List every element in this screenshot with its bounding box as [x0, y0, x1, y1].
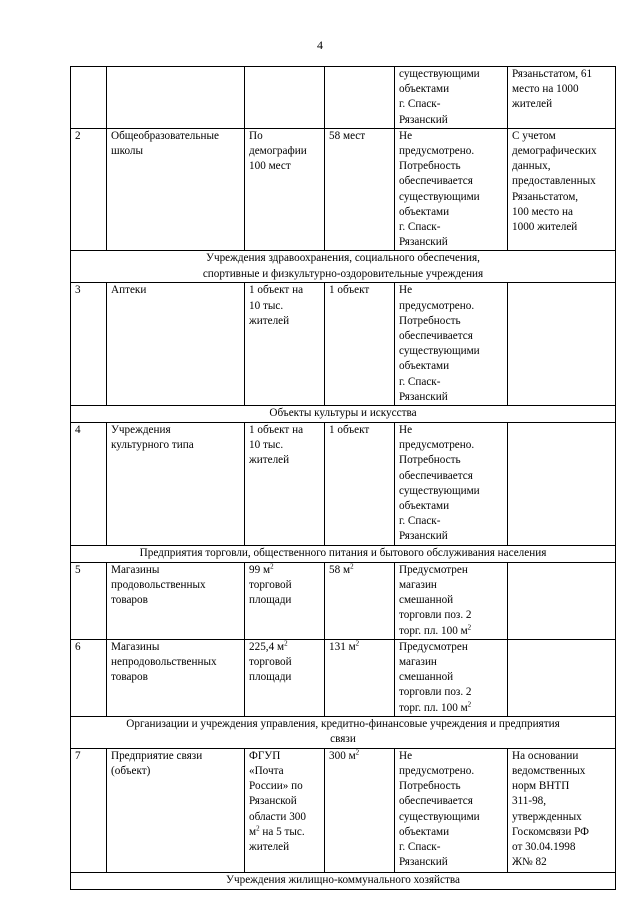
row-number: [71, 67, 107, 129]
project-cell: 1 объект: [325, 283, 395, 406]
facility-name: Аптеки: [107, 283, 245, 406]
norm-value: 225,4 м: [249, 640, 285, 653]
norm-cell: [245, 639, 325, 716]
table-row: [71, 128, 616, 251]
superscript: 2: [355, 638, 360, 647]
facility-name: [107, 67, 245, 129]
row-number: 6: [71, 639, 107, 716]
row-number: 4: [71, 423, 107, 546]
page-number: 4: [317, 38, 323, 52]
facility-name: Магазины непродовольственных товаров: [107, 639, 245, 716]
superscript: 2: [355, 747, 360, 756]
note-cell: существующими объектами г. Спаск- Рязанский: [395, 67, 508, 129]
norm-text-tail: на 5 тыс. жителей: [249, 825, 305, 853]
norm-cell: [245, 562, 325, 639]
note-cell: Не предусмотрено. Потребность обеспечивается существующими объектами г. Спаск- Рязанский: [395, 128, 508, 251]
note-text: Предусмотрен магазин смешанной торговли поз. 2 торг. пл. 100 м: [399, 563, 472, 637]
norm-text: ФГУП «Почта России» по Рязанской области 300 м: [249, 749, 306, 838]
project-value: 131 м: [329, 640, 356, 653]
table-row: [71, 283, 616, 406]
basis-cell: С учетом демографических данных, предоставленных Рязаньстатом, 100 место на 1000 жителей: [508, 128, 616, 251]
project-cell: [325, 748, 395, 872]
note-cell: Не предусмотрено. Потребность обеспечивается существующими объектами г. Спаск- Рязанский: [395, 748, 508, 872]
norm-cell: По демографии 100 мест: [245, 128, 325, 251]
table-row: [71, 562, 616, 639]
basis-cell: [508, 423, 616, 546]
facility-name: Общеобразовательные школы: [107, 128, 245, 251]
project-cell: [325, 562, 395, 639]
section-header: [71, 716, 616, 748]
section-header: [71, 406, 616, 423]
facility-name: Магазины продовольственных товаров: [107, 562, 245, 639]
table-row: [71, 748, 616, 872]
norm-unit: торговой площади: [249, 578, 292, 607]
project-cell: [325, 639, 395, 716]
norm-value: 99 м: [249, 563, 271, 576]
norm-cell: [245, 67, 325, 129]
row-number: 5: [71, 562, 107, 639]
section-title-culture: Объекты культуры и искусства: [71, 406, 616, 423]
section-header: [71, 251, 616, 283]
project-cell: 1 объект: [325, 423, 395, 546]
table-row: [71, 67, 616, 129]
section-title-trade: Предприятия торговли, общественного питания и бытового обслуживания населения: [71, 545, 616, 562]
superscript: 2: [284, 638, 288, 647]
superscript: 2: [270, 561, 274, 570]
section-title-health: Учреждения здравоохранения, социального обеспечения, спортивные и физкультурно-оздоровительные учреждения: [71, 251, 616, 283]
basis-cell: [508, 562, 616, 639]
superscript: 2: [467, 622, 472, 631]
section-header: [71, 872, 616, 889]
norm-cell: [245, 748, 325, 872]
project-cell: [325, 67, 395, 129]
basis-cell: [508, 639, 616, 716]
facility-name: Учреждения культурного типа: [107, 423, 245, 546]
note-cell: Не предусмотрено. Потребность обеспечивается существующими объектами г. Спаск- Рязанский: [395, 423, 508, 546]
norm-cell: 1 объект на 10 тыс. жителей: [245, 423, 325, 546]
norm-unit: торговой площади: [249, 655, 292, 684]
section-title-housing: Учреждения жилищно-коммунального хозяйства: [71, 872, 616, 889]
table-row: [71, 639, 616, 716]
note-cell: [395, 562, 508, 639]
row-number: 3: [71, 283, 107, 406]
superscript: 2: [350, 561, 354, 570]
note-text: Предусмотрен магазин смешанной торговли поз. 2 торг. пл. 100 м: [399, 640, 472, 714]
superscript: 2: [256, 824, 260, 832]
facility-name: Предприятие связи (объект): [107, 748, 245, 872]
note-cell: Не предусмотрено. Потребность обеспечивается существующими объектами г. Спаск- Рязанский: [395, 283, 508, 406]
facilities-table: [70, 66, 616, 890]
superscript: 2: [467, 699, 472, 708]
section-header: [71, 545, 616, 562]
project-value: 58 м: [329, 563, 351, 576]
basis-cell: На основании ведомственных норм ВНТП 311-98, утвержденных Госкомсвязи РФ от 30.04.1998 Ж№ 82: [508, 748, 616, 872]
project-value: 300 м: [329, 749, 356, 762]
norm-cell: 1 объект на 10 тыс. жителей: [245, 283, 325, 406]
table-row: [71, 423, 616, 546]
note-cell: [395, 639, 508, 716]
row-number: 7: [71, 748, 107, 872]
basis-cell: [508, 283, 616, 406]
section-title-admin: Организации и учреждения управления, кредитно-финансовые учреждения и предприятия связи: [71, 716, 616, 748]
project-cell: 58 мест: [325, 128, 395, 251]
basis-cell: Рязаньстатом, 61 место на 1000 жителей: [508, 67, 616, 129]
row-number: 2: [71, 128, 107, 251]
